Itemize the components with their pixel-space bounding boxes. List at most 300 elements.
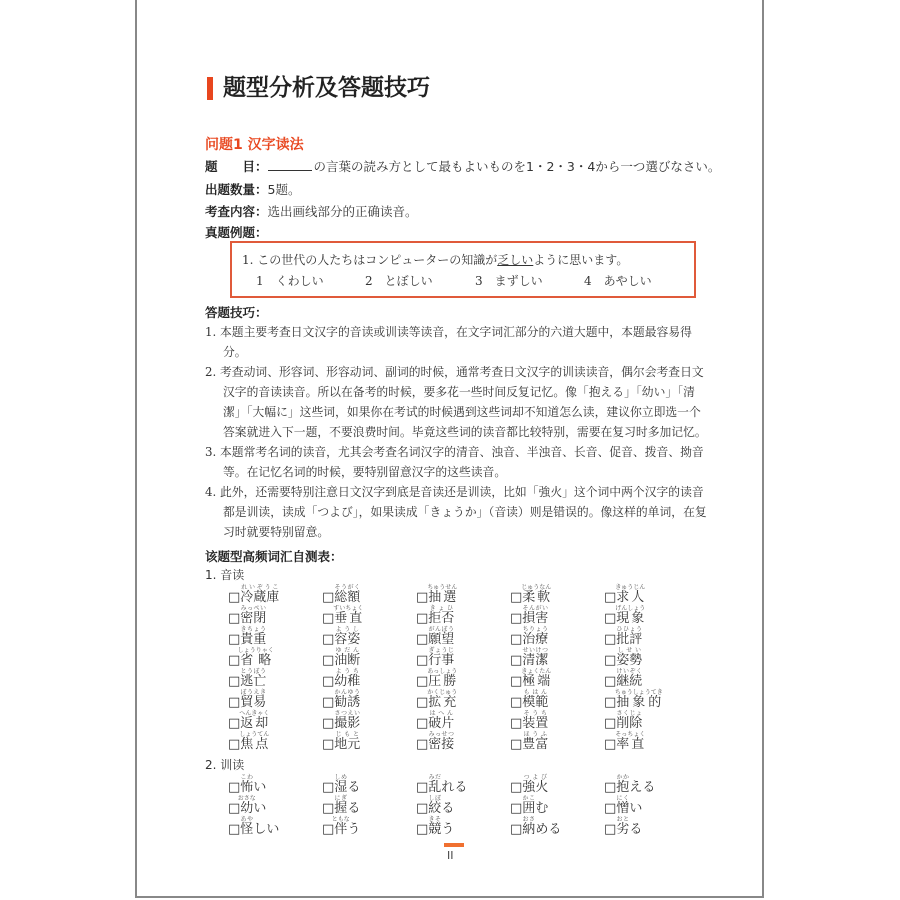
vocab-word xyxy=(334,710,361,731)
vocab-word xyxy=(522,647,549,668)
content-flow xyxy=(205,304,715,862)
vocab-word xyxy=(428,647,455,668)
checkbox-icon[interactable]: □ xyxy=(416,590,429,605)
checkbox-icon[interactable]: □ xyxy=(228,737,241,752)
checkbox-icon[interactable]: □ xyxy=(322,822,335,837)
vocab-word xyxy=(521,668,552,689)
okurigana: い xyxy=(253,780,267,795)
title-text: 题型分析及答题技巧 xyxy=(223,75,430,101)
vocab-word xyxy=(615,731,646,752)
vocab-kanji: 行事 xyxy=(428,653,455,668)
onyomi-label: 1. 音读 xyxy=(205,568,245,582)
vocab-kanji: 継続 xyxy=(616,674,643,689)
vocab-kanji: 拡充 xyxy=(427,695,458,710)
okurigana: う xyxy=(347,822,361,837)
vocab-kanji: 密接 xyxy=(428,737,455,752)
vocab-word xyxy=(334,647,361,668)
vocab-word xyxy=(334,795,348,816)
section-heading: 问题1 汉字读法 xyxy=(205,137,304,153)
furigana: ぼうえき xyxy=(240,689,267,696)
okurigana: る xyxy=(441,801,455,816)
vocab-item[interactable] xyxy=(510,668,604,689)
count-row xyxy=(205,180,300,198)
vocab-item[interactable] xyxy=(510,710,604,731)
furigana: かか xyxy=(616,774,630,781)
title-accent-bar xyxy=(207,77,213,100)
q-after: ように思います。 xyxy=(533,253,629,267)
vocab-word xyxy=(428,816,442,837)
vocab-item[interactable] xyxy=(416,774,510,795)
vocab-kanji: 撮影 xyxy=(334,716,361,731)
checkbox-icon[interactable]: □ xyxy=(228,632,241,647)
vocab-kanji: 劣 xyxy=(616,822,630,837)
vocab-kanji: 返却 xyxy=(239,716,270,731)
vocab-word xyxy=(522,626,549,647)
vocab-item[interactable] xyxy=(416,795,510,816)
blank-line xyxy=(268,161,312,171)
furigana: おさな xyxy=(237,795,256,802)
tip-1: 1. 本题主要考查日文汉字的音读或训读等读音，在文字词汇部分的六道大题中，本题最容易得分。 xyxy=(205,325,692,359)
vocab-kanji: 湿 xyxy=(334,780,348,795)
vocab-item[interactable] xyxy=(416,689,510,710)
furigana: みっぺい xyxy=(240,605,267,612)
checkbox-icon[interactable]: □ xyxy=(604,737,617,752)
furigana: きょひ xyxy=(428,605,455,612)
vocab-word xyxy=(237,795,256,816)
vocab-kanji: 抱 xyxy=(616,780,630,795)
vocab-word xyxy=(615,584,646,605)
furigana: ちゅうせん xyxy=(427,584,458,591)
vocab-item[interactable] xyxy=(604,731,698,752)
furigana: あっしょう xyxy=(427,668,458,675)
option-4: 4 あやしい xyxy=(584,274,652,288)
vocab-kanji: 冷蔵庫 xyxy=(240,590,280,605)
furigana: きょくたん xyxy=(521,668,552,675)
checkbox-icon[interactable]: □ xyxy=(416,695,429,710)
tips-heading: 答题技巧： xyxy=(205,305,268,320)
vocab-kanji: 批評 xyxy=(616,632,643,647)
furigana: じもと xyxy=(334,731,361,738)
checkbox-icon[interactable]: □ xyxy=(510,611,523,626)
vocab-kanji: 密閉 xyxy=(240,611,267,626)
furigana: ともな xyxy=(331,816,350,823)
page-number-area xyxy=(205,843,715,862)
page-number: II xyxy=(447,849,454,862)
vocab-word xyxy=(615,605,646,626)
tip-4: 4. 此外，还需要特别注意日文汉字到底是音读还是训读，比如「強火」这个词中两个汉字的读音都是训读，读成「つよび」，如果读成「きょうか」（音读）则是错误的。像这样的单词，在复习时就要特别留意。 xyxy=(205,485,707,539)
vocab-item[interactable] xyxy=(510,816,604,837)
vocab-item[interactable] xyxy=(510,689,604,710)
okurigana: い xyxy=(253,801,267,816)
vocab-word xyxy=(240,774,254,795)
vocab-item[interactable] xyxy=(322,647,416,668)
checkbox-icon[interactable]: □ xyxy=(322,737,335,752)
count-text: 5题。 xyxy=(267,182,301,197)
vocab-item[interactable] xyxy=(228,689,322,710)
furigana: ようし xyxy=(334,626,361,633)
vocab-word xyxy=(239,710,270,731)
tip-2: 2. 考查动词、形容词、形容动词、副词的时候，通常考查日文汉字的训读读音，偶尔会考查日文汉字的音读读音。所以在备考的时候，要多花一些时间反复记忆。像「抱える」「幼い」「清潔」「大幅に」这些词，如果你在考试的时候遇到这些词却不知道怎么读，建议你立即选一个答案就进入下一题，不要浪费时间。毕竟这些词的读音都比较特别，需要在复习时多加记忆。 xyxy=(205,365,707,439)
vocab-kanji: 競 xyxy=(428,822,442,837)
vocab-item[interactable] xyxy=(228,647,322,668)
example-box xyxy=(230,241,696,298)
q-underlined: 乏しい xyxy=(497,253,534,267)
vocab-item[interactable] xyxy=(510,795,604,816)
vocab-item[interactable] xyxy=(604,626,698,647)
furigana: しょうりゃく xyxy=(237,647,274,654)
furigana: ちゅうしょうてき xyxy=(614,689,663,696)
vocab-word xyxy=(427,668,458,689)
vocab-word xyxy=(522,605,549,626)
vocab-item[interactable] xyxy=(416,647,510,668)
vocab-word xyxy=(616,668,643,689)
furigana: あや xyxy=(240,816,254,823)
vocab-item[interactable] xyxy=(510,584,604,605)
vocab-item[interactable] xyxy=(228,774,322,795)
kunyomi-label: 2. 训读 xyxy=(205,758,245,772)
vocab-item[interactable] xyxy=(322,795,416,816)
vocab-item[interactable] xyxy=(604,584,698,605)
furigana: にく xyxy=(616,795,630,802)
furigana: れいぞうこ xyxy=(240,584,280,591)
vocab-word xyxy=(334,774,348,795)
vocab-word xyxy=(237,647,274,668)
checkbox-icon[interactable]: □ xyxy=(416,674,429,689)
vocab-item[interactable] xyxy=(510,647,604,668)
furigana: そんがい xyxy=(522,605,549,612)
checkbox-icon[interactable]: □ xyxy=(510,780,523,795)
furigana: かこ xyxy=(522,795,536,802)
furigana: おさ xyxy=(522,816,536,823)
vocab-word xyxy=(616,647,643,668)
vocab-item[interactable] xyxy=(416,668,510,689)
checkbox-icon[interactable]: □ xyxy=(510,695,523,710)
vocab-kanji: 破片 xyxy=(428,716,455,731)
checkbox-icon[interactable]: □ xyxy=(228,611,241,626)
checkbox-icon[interactable]: □ xyxy=(510,822,523,837)
vocab-word xyxy=(333,605,364,626)
vocab-kanji: 抽象的 xyxy=(614,695,663,710)
option-3: 3 まずしい xyxy=(475,274,543,288)
checkbox-icon[interactable]: □ xyxy=(604,632,617,647)
vocab-kanji: 怖 xyxy=(240,780,254,795)
furigana: ゆだん xyxy=(334,647,361,654)
page-number-bar xyxy=(444,843,464,847)
vocab-kanji: 握 xyxy=(334,801,348,816)
vocab-kanji: 模範 xyxy=(522,695,549,710)
vocab-item[interactable] xyxy=(510,774,604,795)
vocab-item[interactable] xyxy=(604,795,698,816)
checkbox-icon[interactable]: □ xyxy=(322,590,335,605)
vocab-item[interactable] xyxy=(228,605,322,626)
vocab-kanji: 囲 xyxy=(522,801,536,816)
vocab-kanji: 貴重 xyxy=(240,632,267,647)
vocab-item[interactable] xyxy=(322,774,416,795)
vocab-kanji: 率直 xyxy=(615,737,646,752)
vocab-word xyxy=(240,605,267,626)
vocab-word xyxy=(240,584,280,605)
furigana: とうぼう xyxy=(240,668,267,675)
vocab-item[interactable] xyxy=(322,584,416,605)
vocab-kanji: 怪 xyxy=(240,822,254,837)
vocab-item[interactable] xyxy=(322,710,416,731)
checkbox-icon[interactable]: □ xyxy=(416,737,429,752)
checkbox-icon[interactable]: □ xyxy=(604,716,617,731)
vocab-item[interactable] xyxy=(228,626,322,647)
vocab-item[interactable] xyxy=(322,689,416,710)
furigana: ようち xyxy=(334,668,361,675)
checkbox-icon[interactable]: □ xyxy=(416,780,429,795)
furigana: じゅうなん xyxy=(521,584,552,591)
checkbox-icon[interactable]: □ xyxy=(604,822,617,837)
vocab-word xyxy=(522,689,549,710)
example-question xyxy=(242,251,628,268)
furigana: かくじゅう xyxy=(427,689,458,696)
content-text: 选出画线部分的正确读音。 xyxy=(267,204,418,219)
vocab-item[interactable] xyxy=(604,668,698,689)
checkbox-icon[interactable]: □ xyxy=(604,695,617,710)
furigana: しめ xyxy=(334,774,348,781)
checkbox-icon[interactable]: □ xyxy=(228,653,241,668)
okurigana: える xyxy=(629,780,656,795)
vocab-kanji: 削除 xyxy=(616,716,643,731)
vocab-item[interactable] xyxy=(416,584,510,605)
vocab-item[interactable] xyxy=(228,816,322,837)
vocab-item[interactable] xyxy=(228,584,322,605)
okurigana: れる xyxy=(441,780,468,795)
content-label: 考查内容： xyxy=(205,204,268,219)
furigana: しょうてん xyxy=(239,731,270,738)
checkbox-icon[interactable]: □ xyxy=(322,716,335,731)
checkbox-icon[interactable]: □ xyxy=(416,801,429,816)
vocab-word xyxy=(522,795,536,816)
vocab-kanji: 極端 xyxy=(521,674,552,689)
vocab-word xyxy=(334,668,361,689)
furigana: へんきゃく xyxy=(239,710,270,717)
vocab-word xyxy=(427,584,458,605)
vocab-kanji: 幼 xyxy=(237,801,256,816)
furigana: せいけつ xyxy=(522,647,549,654)
vocab-item[interactable] xyxy=(510,731,604,752)
vocab-item[interactable] xyxy=(322,668,416,689)
vocab-word xyxy=(334,584,361,605)
vocab-word xyxy=(428,710,455,731)
vocab-item[interactable] xyxy=(604,774,698,795)
vocab-item[interactable] xyxy=(510,605,604,626)
furigana: はへん xyxy=(428,710,455,717)
checkbox-icon[interactable]: □ xyxy=(322,780,335,795)
checkbox-icon[interactable]: □ xyxy=(322,653,335,668)
checkbox-icon[interactable]: □ xyxy=(228,716,241,731)
vocab-word xyxy=(240,668,267,689)
vocab-word xyxy=(428,605,455,626)
checkbox-icon[interactable]: □ xyxy=(510,590,523,605)
vocab-item[interactable] xyxy=(228,710,322,731)
furigana: しせい xyxy=(616,647,643,654)
topic-row xyxy=(205,157,720,175)
checkbox-icon[interactable]: □ xyxy=(322,674,335,689)
vocab-word xyxy=(522,731,549,752)
checkbox-icon[interactable]: □ xyxy=(604,590,617,605)
vocab-item[interactable] xyxy=(416,605,510,626)
vocab-word xyxy=(522,816,536,837)
vocab-word xyxy=(427,689,458,710)
vocab-kanji: 貿易 xyxy=(240,695,267,710)
okurigana: る xyxy=(347,801,361,816)
example-label: 真题例题： xyxy=(205,225,268,240)
furigana: きちょう xyxy=(240,626,267,633)
checkbox-icon[interactable]: □ xyxy=(416,611,429,626)
vocab-item[interactable] xyxy=(228,668,322,689)
checkbox-icon[interactable]: □ xyxy=(604,801,617,816)
vocab-kanji: 垂直 xyxy=(333,611,364,626)
checkbox-icon[interactable]: □ xyxy=(604,780,617,795)
checkbox-icon[interactable]: □ xyxy=(322,695,335,710)
furigana: そっちょく xyxy=(615,731,646,738)
kunyomi-grid xyxy=(228,774,715,837)
checkbox-icon[interactable]: □ xyxy=(604,674,617,689)
vocab-kanji: 圧勝 xyxy=(427,674,458,689)
vocab-heading: 该题型高频词汇自测表： xyxy=(205,549,343,564)
vocab-item[interactable] xyxy=(322,626,416,647)
furigana: きゅうじん xyxy=(615,584,646,591)
vocab-kanji: 焦点 xyxy=(239,737,270,752)
vocab-kanji: 勧誘 xyxy=(334,695,361,710)
vocab-word xyxy=(616,626,643,647)
vocab-item[interactable] xyxy=(228,731,322,752)
checkbox-icon[interactable]: □ xyxy=(416,822,429,837)
checkbox-icon[interactable]: □ xyxy=(416,632,429,647)
vocab-kanji: 姿勢 xyxy=(616,653,643,668)
vocab-word xyxy=(331,816,350,837)
vocab-kanji: 絞 xyxy=(428,801,442,816)
vocab-word xyxy=(521,584,552,605)
vocab-kanji: 伴 xyxy=(331,822,350,837)
vocab-kanji: 現象 xyxy=(615,611,646,626)
vocab-item[interactable] xyxy=(604,647,698,668)
vocab-kanji: 求人 xyxy=(615,590,646,605)
furigana: もはん xyxy=(522,689,549,696)
furigana: にぎ xyxy=(334,795,348,802)
content-row xyxy=(205,202,418,220)
vocab-kanji: 清潔 xyxy=(522,653,549,668)
vocab-kanji: 幼稚 xyxy=(334,674,361,689)
furigana: つよび xyxy=(522,774,549,781)
vocab-kanji: 装置 xyxy=(522,716,549,731)
vocab-kanji: 乱 xyxy=(428,780,442,795)
vocab-item[interactable] xyxy=(604,689,698,710)
example-row xyxy=(205,223,268,241)
checkbox-icon[interactable]: □ xyxy=(228,590,241,605)
furigana: けいぞく xyxy=(616,668,643,675)
furigana: そうがく xyxy=(334,584,361,591)
vocab-word xyxy=(334,689,361,710)
checkbox-icon[interactable]: □ xyxy=(510,674,523,689)
furigana: みだ xyxy=(428,774,442,781)
checkbox-icon[interactable]: □ xyxy=(228,780,241,795)
vocab-word xyxy=(240,689,267,710)
checkbox-icon[interactable]: □ xyxy=(510,737,523,752)
vocab-kanji: 容姿 xyxy=(334,632,361,647)
count-label: 出题数量： xyxy=(205,182,268,197)
vocab-word xyxy=(522,774,549,795)
furigana: おと xyxy=(616,816,630,823)
checkbox-icon[interactable]: □ xyxy=(510,716,523,731)
vocab-kanji: 損害 xyxy=(522,611,549,626)
vocab-word xyxy=(428,626,455,647)
checkbox-icon[interactable]: □ xyxy=(228,674,241,689)
vocab-kanji: 納 xyxy=(522,822,536,837)
checkbox-icon[interactable]: □ xyxy=(510,801,523,816)
okurigana: る xyxy=(347,780,361,795)
vocab-word xyxy=(240,626,267,647)
tip-3: 3. 本题常考名词的读音，尤其会考查名词汉字的清音、浊音、半浊音、长音、促音、拨音、拗音等。在记忆名词的时候，要特别留意汉字的这些读音。 xyxy=(205,445,704,479)
checkbox-icon[interactable]: □ xyxy=(228,801,241,816)
checkbox-icon[interactable]: □ xyxy=(322,632,335,647)
vocab-item[interactable] xyxy=(322,816,416,837)
furigana: ちりょう xyxy=(522,626,549,633)
vocab-kanji: 願望 xyxy=(428,632,455,647)
checkbox-icon[interactable]: □ xyxy=(604,653,617,668)
checkbox-icon[interactable]: □ xyxy=(604,611,617,626)
vocab-word xyxy=(616,795,630,816)
tips-list xyxy=(205,322,710,542)
vocab-kanji: 油断 xyxy=(334,653,361,668)
vocab-item[interactable] xyxy=(416,710,510,731)
vocab-word xyxy=(616,816,630,837)
topic-text: の言葉の読み方として最もよいものを1・2・3・4から一つ選びなさい。 xyxy=(313,159,721,174)
vocab-kanji: 強火 xyxy=(522,780,549,795)
furigana: がんぼう xyxy=(428,626,455,633)
vocab-item[interactable] xyxy=(322,605,416,626)
vocab-item[interactable] xyxy=(416,626,510,647)
vocab-word xyxy=(334,731,361,752)
vocab-item[interactable] xyxy=(604,605,698,626)
vocab-kanji: 治療 xyxy=(522,632,549,647)
checkbox-icon[interactable]: □ xyxy=(228,695,241,710)
checkbox-icon[interactable]: □ xyxy=(416,653,429,668)
furigana: さくじょ xyxy=(616,710,643,717)
furigana: ひひょう xyxy=(616,626,643,633)
vocab-kanji: 憎 xyxy=(616,801,630,816)
vocab-item[interactable] xyxy=(510,626,604,647)
checkbox-icon[interactable]: □ xyxy=(322,611,335,626)
checkbox-icon[interactable]: □ xyxy=(510,653,523,668)
vocab-kanji: 豊富 xyxy=(522,737,549,752)
okurigana: う xyxy=(441,822,455,837)
vocab-word xyxy=(428,731,455,752)
furigana: こわ xyxy=(240,774,254,781)
checkbox-icon[interactable]: □ xyxy=(416,716,429,731)
vocab-item[interactable] xyxy=(322,731,416,752)
vocab-item[interactable] xyxy=(416,816,510,837)
vocab-word xyxy=(240,816,254,837)
furigana: みっせつ xyxy=(428,731,455,738)
vocab-item[interactable] xyxy=(416,731,510,752)
checkbox-icon[interactable]: □ xyxy=(228,822,241,837)
okurigana: む xyxy=(535,801,549,816)
vocab-item[interactable] xyxy=(604,816,698,837)
checkbox-icon[interactable]: □ xyxy=(510,632,523,647)
option-2: 2 とぼしい xyxy=(365,274,433,288)
onyomi-grid xyxy=(228,584,715,752)
vocab-item[interactable] xyxy=(604,710,698,731)
furigana: ほうふ xyxy=(522,731,549,738)
vocab-item[interactable] xyxy=(228,795,322,816)
checkbox-icon[interactable]: □ xyxy=(322,801,335,816)
vocab-kanji: 抽選 xyxy=(427,590,458,605)
page-title xyxy=(207,74,430,102)
